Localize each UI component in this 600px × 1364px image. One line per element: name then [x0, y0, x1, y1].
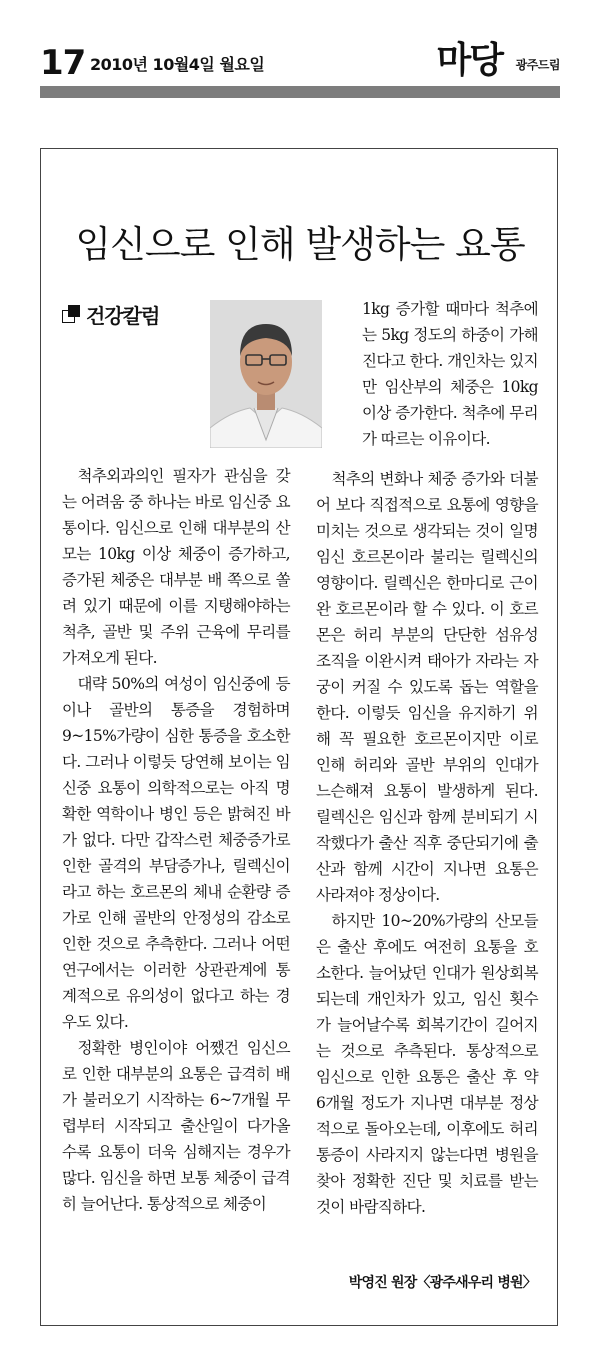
paragraph: 척추외과의인 필자가 관심을 갖는 어려움 중 하나는 바로 임신중 요통이다. 임신으로 인해 대부분의 산모는 10kg 이상 체중이 증가하고, 증가된 체중은 대부분 배 쪽으로 쏠려 있기 때문에 이를 지탱해야하는 척추, 골반 및 주위 근육에 무리를 가져오게 된다.	[62, 467, 290, 667]
paragraph: 대략 50%의 여성이 임신중에 등이나 골반의 통증을 경험하며 9~15%가량이 심한 통증을 호소한다. 그러나 이렇듯 당연해 보이는 임신중 요통이 의학적으로는 아직 명확한 역학이나 병인 등은 밝혀진 바가 없다. 다만 갑작스런 체중증가로 인한 골격의 부담증가나, 릴렉신이라고 하는 호르몬의 체내 순환량 증가로 인해 골반의 안정성의 감소로 인한 것으로 추측한다. 그러나 어떤 연구에서는 이러한 상관관계에 통계적으로 유의성이 없다고 하는 경우도 있다.	[62, 675, 290, 1031]
publication-name: 광주드림	[515, 58, 560, 72]
page-number: 17	[40, 43, 86, 83]
paragraph: 1kg 증가할 때마다 척추에는 5kg 정도의 하중이 가해진다고 한다. 개인차는 있지만 임산부의 체중은 10kg 이상 증가한다. 척추에 무리가 따르는 이유이다.	[362, 300, 538, 448]
article-body-column2	[316, 466, 538, 1220]
author-byline: 박영진 원장〈광주새우리 병원〉	[348, 1275, 536, 1291]
paragraph: 하지만 10~20%가량의 산모들은 출산 후에도 여전히 요통을 호소한다. 늘어났던 인대가 원상회복되는데 개인차가 있고, 임신 횟수가 늘어날수록 회복기간이 길어지는 것으로 추측된다. 통상적으로 임신으로 인한 요통은 출산 후 약 6개월 정도가 지나면 대부분 정상적으로 돌아오는데, 이후에도 허리통증이 사라지지 않는다면 병원을 찾아 정확한 진단 및 치료를 받는 것이 바람직하다.	[316, 912, 538, 1216]
paragraph: 척추의 변화나 체중 증가와 더불어 보다 직접적으로 요통에 영향을 미치는 것으로 생각되는 것이 일명 임신 호르몬이라 불리는 릴렉신의 영향이다. 릴렉신은 한마디로 근이완 호르몬이라 할 수 있다. 이 호르몬은 허리 부분의 단단한 섬유성 조직을 이완시켜 태아가 자라는 자궁이 커질 수 있도록 돕는 역할을 한다. 이렇듯 임신을 유지하기 위해 꼭 필요한 호르몬이지만 이로 인해 허리와 골반 부위의 인대가 느슨해져 요통이 발생하게 된다. 릴렉신은 임신과 함께 분비되기 시작했다가 출산 직후 중단되기에 출산과 함께 시간이 지나면 요통은 사라져야 정상이다.	[316, 470, 538, 904]
article-body-column2-top	[362, 296, 538, 452]
article-headline: 임신으로 인해 발생하는 요통	[75, 222, 525, 266]
section-title: 마당	[436, 39, 502, 81]
masthead	[40, 38, 560, 86]
article-body-column1	[62, 463, 290, 1217]
paragraph: 정확한 병인이야 어쨌건 임신으로 인한 대부분의 요통은 급격히 배가 불러오기 시작하는 6~7개월 무렵부터 시작되고 출산일이 다가올수록 요통이 더욱 심해지는 경우가 많다. 임신을 하면 보통 체중이 급격히 늘어난다. 통상적으로 체중이	[62, 1039, 290, 1213]
author-portrait	[210, 300, 322, 448]
column-label	[62, 300, 159, 329]
column-label-text: 건강칼럼	[86, 304, 160, 328]
issue-date: 2010년 10월4일 월요일	[90, 55, 265, 74]
author-photo	[210, 300, 322, 448]
overlapping-squares-icon	[62, 305, 82, 325]
header-rule	[40, 86, 560, 98]
